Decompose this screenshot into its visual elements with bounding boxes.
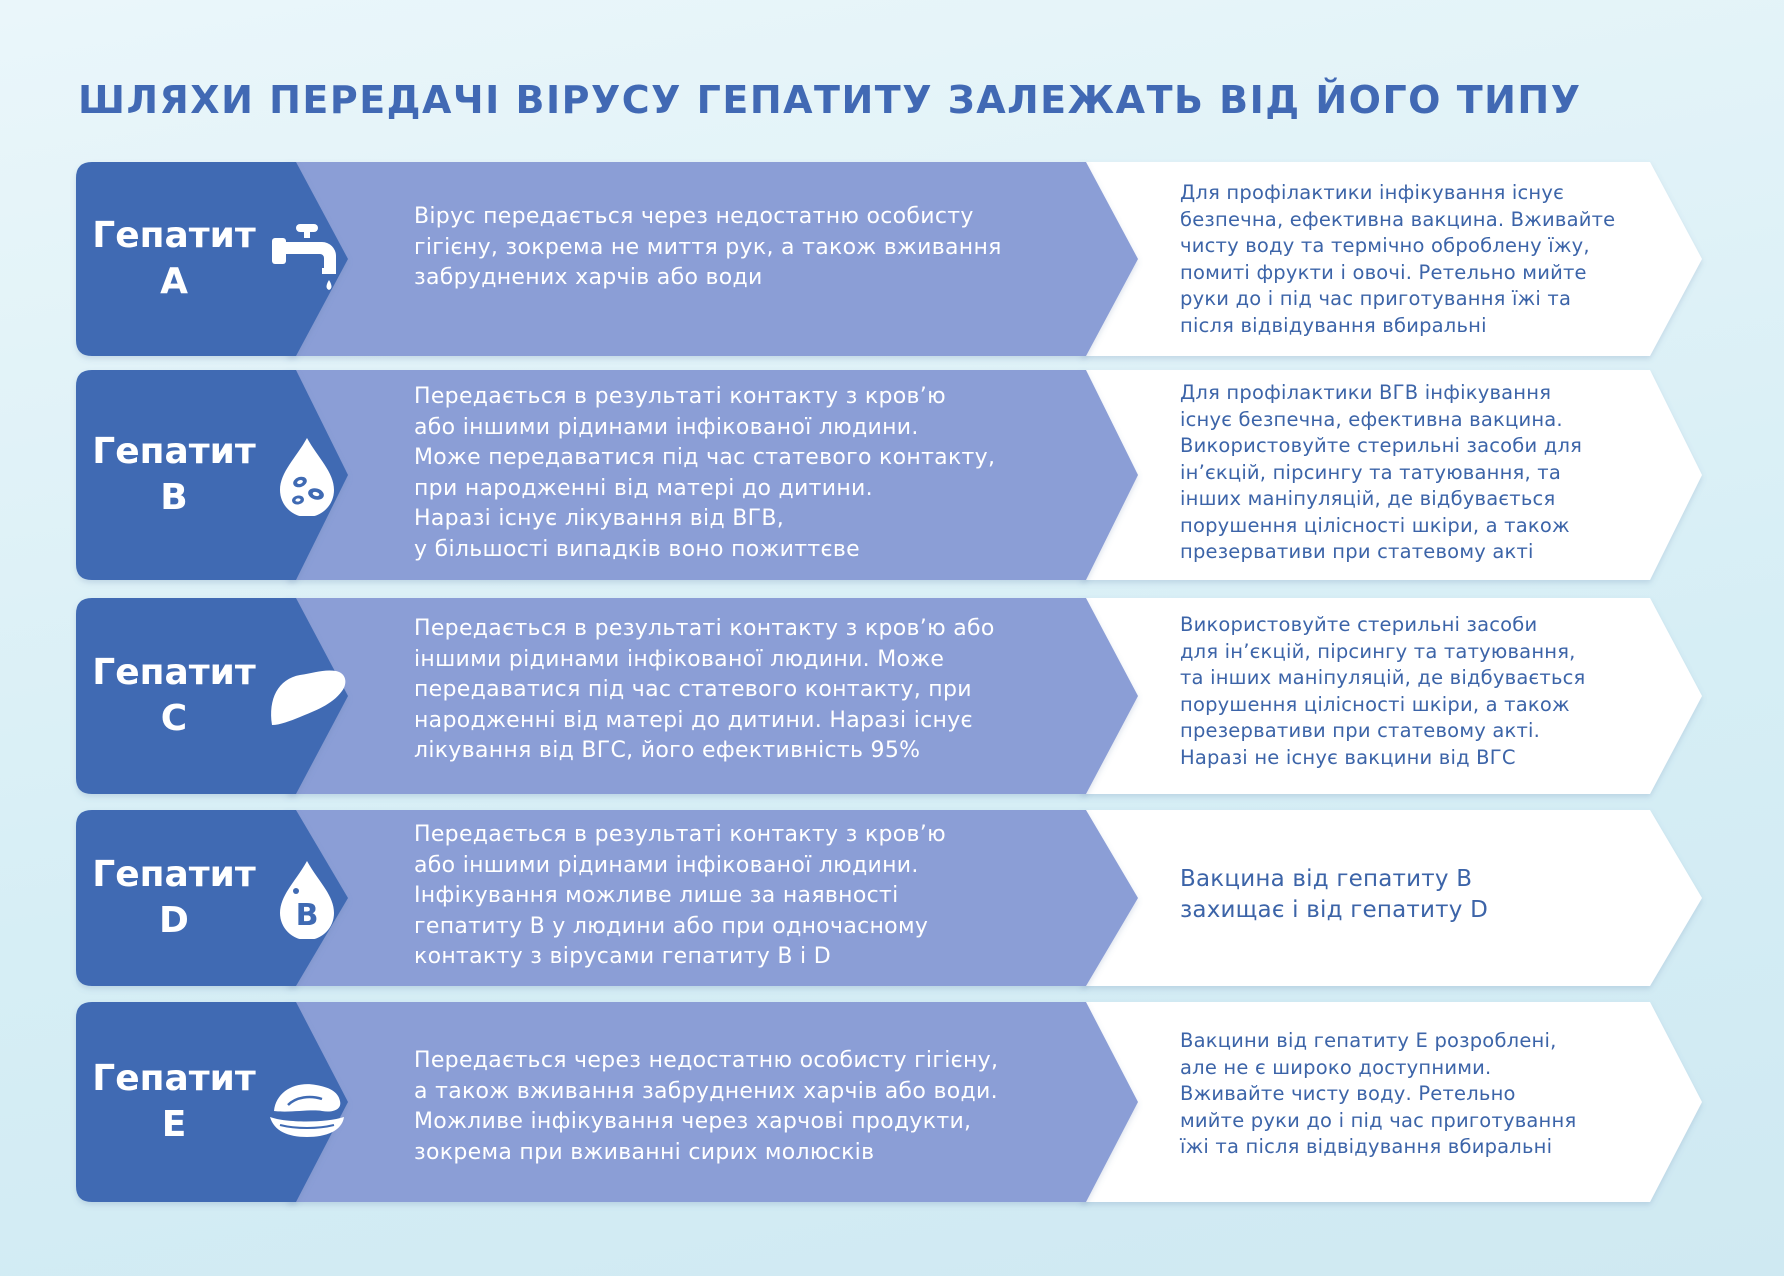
transmission-line: зокрема при вживанні сирих молюсків — [414, 1139, 875, 1165]
blood-drop-b-icon — [266, 857, 348, 939]
label-letter: E — [161, 1104, 187, 1145]
prevention-text — [1180, 864, 1680, 926]
hepatitis-label — [94, 370, 254, 580]
transmission-line: лікування від ВГС, його ефективність 95% — [414, 738, 921, 763]
prevention-line: інших маніпуляцій, де відбувається — [1180, 487, 1556, 510]
transmission-line: або іншими рідинами інфікованої людини. — [414, 852, 919, 878]
transmission-text — [414, 1046, 1174, 1168]
transmission-line: контакту з вірусами гепатиту В і D — [414, 944, 831, 969]
liver-icon — [266, 655, 348, 737]
prevention-line: порушення цілісності шкіри, а також — [1180, 513, 1570, 537]
hepatitis-row-a — [76, 162, 1702, 356]
label-letter: A — [160, 261, 188, 302]
prevention-line: існує безпечна, ефективна вакцина. — [1180, 407, 1563, 431]
prevention-line: презервативи при статевому акті — [1180, 540, 1534, 563]
prevention-line: Використовуйте стерильні засоби — [1180, 613, 1538, 636]
hepatitis-label — [94, 1002, 254, 1202]
prevention-line: Вакцини від гепатиту Е розроблені, — [1180, 1029, 1557, 1052]
label-letter: C — [160, 698, 188, 739]
prevention-line: руки до і під час приготування їжі та — [1180, 287, 1572, 310]
prevention-line: але не є широко доступними. — [1180, 1055, 1492, 1079]
transmission-line: або іншими рідинами інфікованої людини. — [414, 414, 919, 440]
prevention-line: Наразі не існує вакцини від ВГС — [1180, 745, 1516, 769]
prevention-line: Для профілактики інфікування існує — [1180, 181, 1565, 204]
label-word: Гепатит — [92, 1058, 256, 1099]
transmission-line: Передається через недостатню особисту гігієну, — [414, 1048, 999, 1073]
label-letter: B — [160, 477, 188, 518]
prevention-line: Для профілактики ВГВ інфікування — [1180, 381, 1552, 404]
transmission-line: Можливе інфікування через харчові продукти, — [414, 1109, 972, 1134]
label-word: Гепатит — [92, 652, 256, 693]
shellfish-icon — [266, 1061, 348, 1143]
water-tap-icon — [266, 218, 348, 300]
transmission-text — [414, 202, 1174, 294]
prevention-line: Використовуйте стерильні засоби для — [1180, 434, 1583, 457]
page-title: ШЛЯХИ ПЕРЕДАЧІ ВІРУСУ ГЕПАТИТУ ЗАЛЕЖАТЬ ВІД ЙОГО ТИПУ — [78, 78, 1582, 122]
transmission-text — [414, 820, 1174, 973]
hepatitis-label — [94, 162, 254, 356]
prevention-line: Вакцина від гепатиту В — [1180, 866, 1473, 892]
prevention-text — [1180, 180, 1680, 339]
transmission-line: Вірус передається через недостатню особисту — [414, 204, 974, 229]
label-word: Гепатит — [92, 431, 256, 472]
prevention-text — [1180, 380, 1680, 566]
hepatitis-label — [94, 810, 254, 986]
prevention-text — [1180, 1028, 1680, 1161]
prevention-line: безпечна, ефективна вакцина. Вживайте — [1180, 207, 1616, 231]
prevention-line: їжі та після відвідування вбиральні — [1180, 1135, 1553, 1158]
blood-drop-cells-icon — [266, 434, 348, 516]
transmission-text — [414, 614, 1174, 767]
transmission-line: Передається в результаті контакту з кров’ю — [414, 384, 946, 409]
transmission-line: у більшості випадків воно пожиттєве — [414, 536, 860, 562]
transmission-line: народженні від матері до дитини. Наразі існує — [414, 707, 973, 733]
transmission-line: передаватися під час статевого контакту, при — [414, 677, 972, 702]
transmission-line: Наразі існує лікування від ВГВ, — [414, 506, 785, 531]
hepatitis-row-c — [76, 598, 1702, 794]
icon-letter: B — [295, 898, 319, 933]
hepatitis-row-b — [76, 370, 1702, 580]
prevention-line: порушення цілісності шкіри, а також — [1180, 692, 1570, 716]
label-letter: D — [159, 900, 189, 941]
transmission-line: гепатиту В у людини або при одночасному — [414, 913, 929, 939]
transmission-line: Передається в результаті контакту з кров’ю або — [414, 616, 995, 641]
prevention-line: мийте руки до і під час приготування — [1180, 1108, 1577, 1132]
label-word: Гепатит — [92, 854, 256, 895]
hepatitis-row-e — [76, 1002, 1702, 1202]
transmission-line: Передається в результаті контакту з кров’ю — [414, 822, 946, 847]
prevention-line: презервативи при статевому акті. — [1180, 719, 1541, 742]
transmission-line: забруднених харчів або води — [414, 265, 763, 290]
prevention-line: захищає і від гепатиту D — [1180, 897, 1488, 923]
transmission-line: Може передаватися під час статевого контакту, — [414, 445, 996, 470]
transmission-line: а також вживання забруднених харчів або води. — [414, 1078, 998, 1104]
prevention-line: для ін’єкцій, пірсингу та татуювання, — [1180, 639, 1576, 663]
prevention-line: чисту воду та термічно оброблену їжу, — [1180, 234, 1590, 257]
hepatitis-label — [94, 598, 254, 794]
prevention-text — [1180, 612, 1680, 771]
transmission-line: іншими рідинами інфікованої людини. Може — [414, 646, 945, 672]
transmission-line: гігієну, зокрема не миття рук, а також вживання — [414, 234, 1002, 260]
prevention-line: ін’єкцій, пірсингу та татуювання, та — [1180, 460, 1561, 484]
prevention-line: після відвідування вбиральні — [1180, 313, 1487, 337]
prevention-line: Вживайте чисту воду. Ретельно — [1180, 1082, 1516, 1105]
prevention-line: та інших маніпуляцій, де відбувається — [1180, 666, 1586, 689]
transmission-line: Інфікування можливе лише за наявності — [414, 883, 899, 908]
label-word: Гепатит — [92, 215, 256, 256]
transmission-text — [414, 382, 1174, 565]
transmission-line: при народженні від матері до дитини. — [414, 475, 873, 501]
hepatitis-row-d — [76, 810, 1702, 986]
prevention-line: помиті фрукти і овочі. Ретельно мийте — [1180, 260, 1587, 284]
